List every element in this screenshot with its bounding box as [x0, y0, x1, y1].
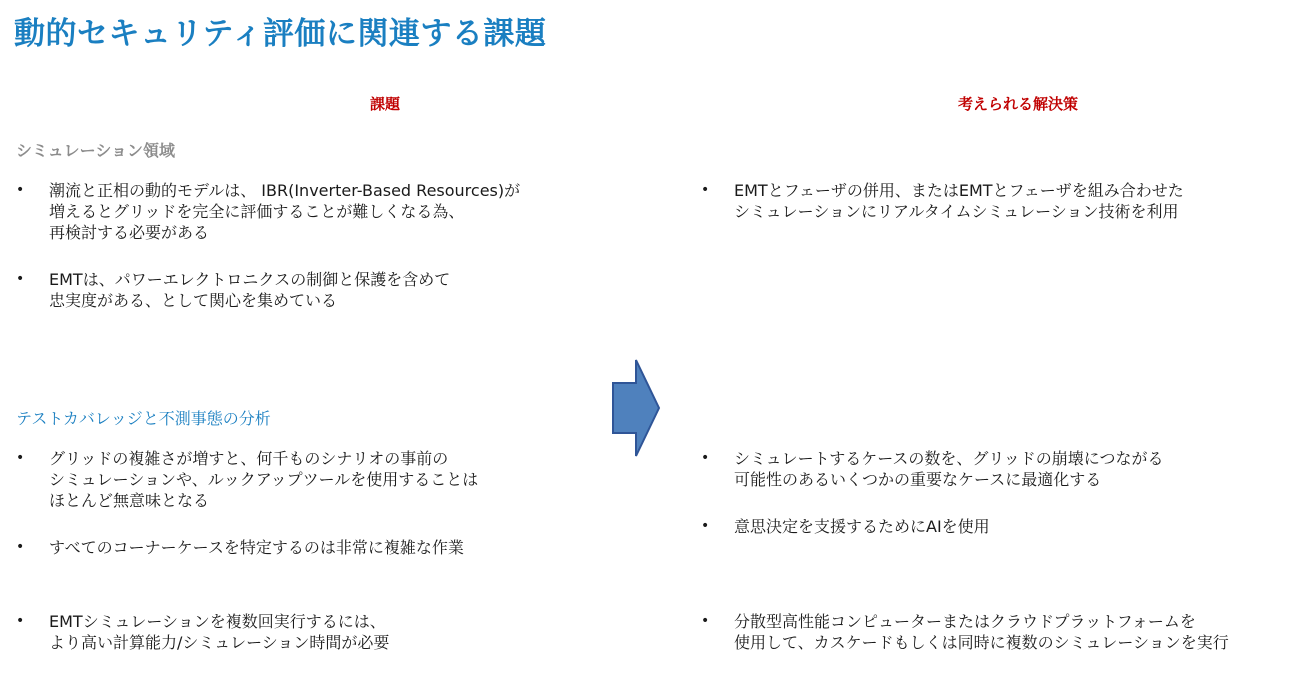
bullet-dot: • [16, 271, 25, 287]
bullet-dot: • [701, 182, 710, 198]
bullet-dot: • [701, 450, 710, 466]
solution-text-line: 意思決定を支援するためにAIを使用 [734, 517, 990, 536]
bullet-dot: • [16, 539, 25, 555]
challenge-text-line: 再検討する必要がある [49, 223, 210, 242]
challenge-item [16, 180, 520, 243]
challenge-text-line: グリッドの複雑さが増すと、何千ものシナリオの事前の [49, 449, 449, 468]
challenge-text-line: ほとんど無意味となる [49, 491, 210, 510]
solution-text-line: 使用して、カスケードもしくは同時に複数のシミュレーションを実行 [734, 633, 1229, 652]
simulation-section-title: シミュレーション領域 [16, 141, 176, 160]
solution-item [701, 516, 990, 537]
challenge-text-line: 増えるとグリッドを完全に評価することが難しくなる為、 [49, 202, 465, 221]
challenge-text-line: すべてのコーナーケースを特定するのは非常に複雑な作業 [49, 538, 464, 557]
challenge-text-line: 潮流と正相の動的モデルは、 IBR(Inverter-Based Resources)が [49, 181, 521, 200]
solution-item [701, 180, 1184, 222]
challenge-item [16, 537, 464, 558]
challenge-item [16, 448, 478, 511]
solution-item [701, 611, 1229, 653]
bullet-dot: • [701, 518, 710, 534]
solution-text-line: EMTとフェーザの併用、またはEMTとフェーザを組み合わせた [734, 181, 1184, 200]
test-coverage-section-title: テストカバレッジと不測事態の分析 [16, 409, 271, 428]
challenge-item [16, 269, 450, 311]
solution-text-line: シミュレートするケースの数を、グリッドの崩壊につながる [734, 449, 1164, 468]
challenges-header: 課題 [369, 95, 401, 113]
challenge-text-line: 忠実度がある、として関心を集めている [49, 291, 338, 310]
solution-item [701, 448, 1163, 490]
bullet-dot: • [16, 450, 25, 466]
solution-text-line: 可能性のあるいくつかの重要なケースに最適化する [734, 470, 1102, 489]
challenge-text-line: シミュレーションや、ルックアップツールを使用することは [49, 470, 479, 489]
solutions-header: 考えられる解決策 [957, 95, 1079, 113]
bullet-dot: • [16, 182, 25, 198]
page-title: 動的セキュリティ評価に関連する課題 [14, 16, 547, 52]
challenge-item [16, 611, 389, 653]
bullet-dot: • [701, 613, 710, 629]
challenge-text-line: EMTシミュレーションを複数回実行するには、 [49, 612, 386, 631]
solution-text-line: シミュレーションにリアルタイムシミュレーション技術を利用 [734, 202, 1179, 221]
challenge-text-line: より高い計算能力/シミュレーション時間が必要 [49, 633, 390, 652]
right-arrow-icon [612, 358, 662, 458]
solution-text-line: 分散型高性能コンピューターまたはクラウドプラットフォームを [734, 612, 1196, 631]
challenge-text-line: EMTは、パワーエレクトロニクスの制御と保護を含めて [49, 270, 451, 289]
bullet-dot: • [16, 613, 25, 629]
